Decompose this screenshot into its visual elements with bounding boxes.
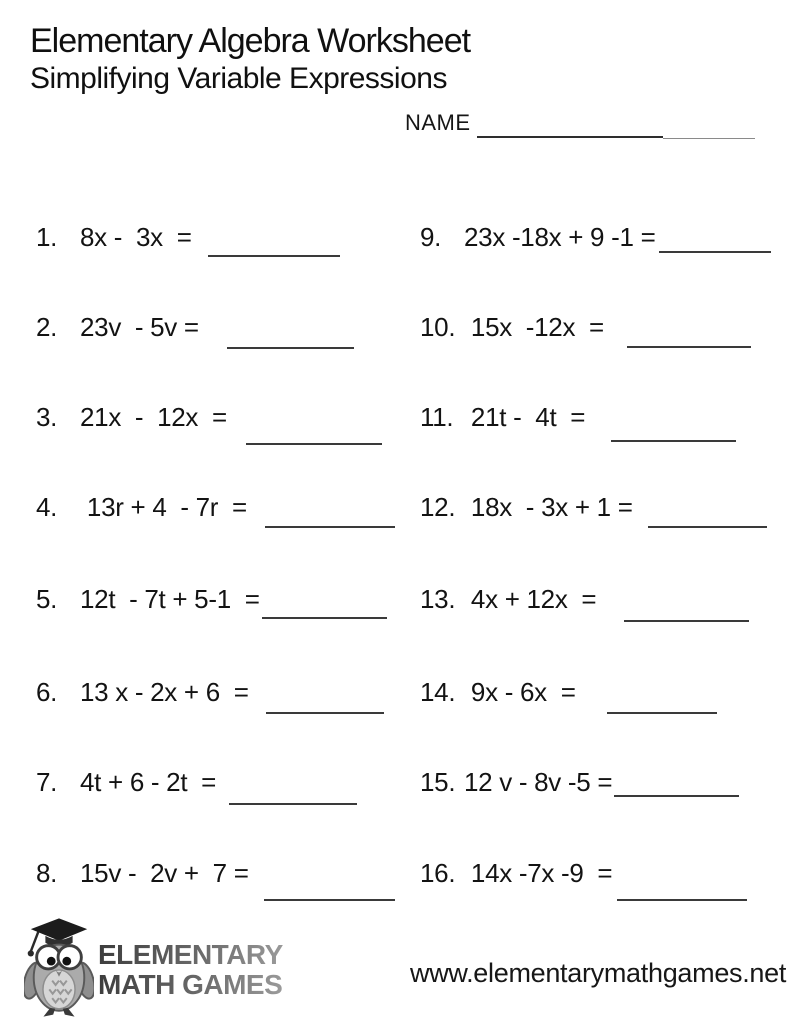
problem-expression: 18x - 3x + 1 = [464,492,633,522]
problem-row [420,677,717,708]
problem-number: 5. [36,584,58,614]
problem-number: 4. [36,492,58,522]
owl-graduate-icon [24,916,94,1018]
problem-number: 10. [420,312,456,342]
problem-row [36,584,387,615]
problem-row [420,312,751,343]
answer-blank [617,899,747,901]
answer-blank [229,803,357,805]
answer-blank [227,347,354,349]
page-subtitle: Simplifying Variable Expressions [30,62,447,96]
logo-line-1: ELEMENTARY [98,938,283,970]
problem-row [36,767,357,798]
problem-number: 15. [420,767,456,797]
answer-blank [265,526,395,528]
problem-row [36,677,384,708]
problem-row [36,402,382,433]
problem-row [36,492,395,523]
problem-expression: 14x -7x -9 = [464,858,613,888]
website-url: www.elementarymathgames.net [410,958,787,988]
answer-blank [607,712,717,714]
page-title: Elementary Algebra Worksheet [30,22,471,60]
problem-number: 3. [36,402,58,432]
worksheet-header [30,22,470,97]
problem-row [420,402,736,433]
problem-number: 14. [420,677,456,707]
problem-row [420,584,749,615]
answer-blank [208,255,340,257]
problem-row [36,858,395,889]
problem-number: 11. [420,402,454,432]
answer-blank [624,620,749,622]
problem-expression: 21x - 12x = [80,402,227,432]
problem-expression: 4t + 6 - 2t = [80,767,216,797]
problem-row [420,858,747,889]
problem-expression: 13r + 4 - 7r = [80,492,247,522]
logo-text [98,940,283,1000]
answer-blank [262,617,387,619]
answer-blank [264,899,395,901]
problem-row [420,767,739,798]
answer-blank [266,712,384,714]
problem-expression: 12 v - 8v -5 = [464,767,613,797]
problem-expression: 13 x - 2x + 6 = [80,677,249,707]
problem-expression: 23v - 5v = [80,312,199,342]
problem-number: 16. [420,858,456,888]
problem-number: 12. [420,492,456,522]
answer-blank [627,346,751,348]
problem-number: 1. [36,222,58,252]
footer-logo [24,916,283,1018]
problem-row [36,312,354,343]
problem-number: 6. [36,677,58,707]
problem-number: 9. [420,222,442,252]
problem-expression: 12t - 7t + 5-1 = [80,584,260,614]
problem-number: 8. [36,858,58,888]
problem-expression: 15v - 2v + 7 = [80,858,249,888]
answer-blank [611,440,736,442]
logo-line-2: MATH GAMES [98,969,283,1000]
problem-expression: 4x + 12x = [464,584,597,614]
name-label: NAME [405,110,471,135]
problem-expression: 8x - 3x = [80,222,192,252]
problem-number: 7. [36,767,58,797]
problem-row [36,222,340,253]
problem-number: 2. [36,312,58,342]
name-line-extension [663,137,755,139]
answer-blank [659,251,771,253]
problem-expression: 21t - 4t = [464,402,586,432]
problem-expression: 23x -18x + 9 -1 = [464,222,656,252]
answer-blank [614,795,739,797]
problem-row [420,492,767,523]
name-line [477,136,663,138]
problem-expression: 15x -12x = [464,312,604,342]
problem-number: 13. [420,584,456,614]
problem-row [420,222,771,253]
problem-expression: 9x - 6x = [464,677,576,707]
answer-blank [246,443,382,445]
answer-blank [648,526,767,528]
